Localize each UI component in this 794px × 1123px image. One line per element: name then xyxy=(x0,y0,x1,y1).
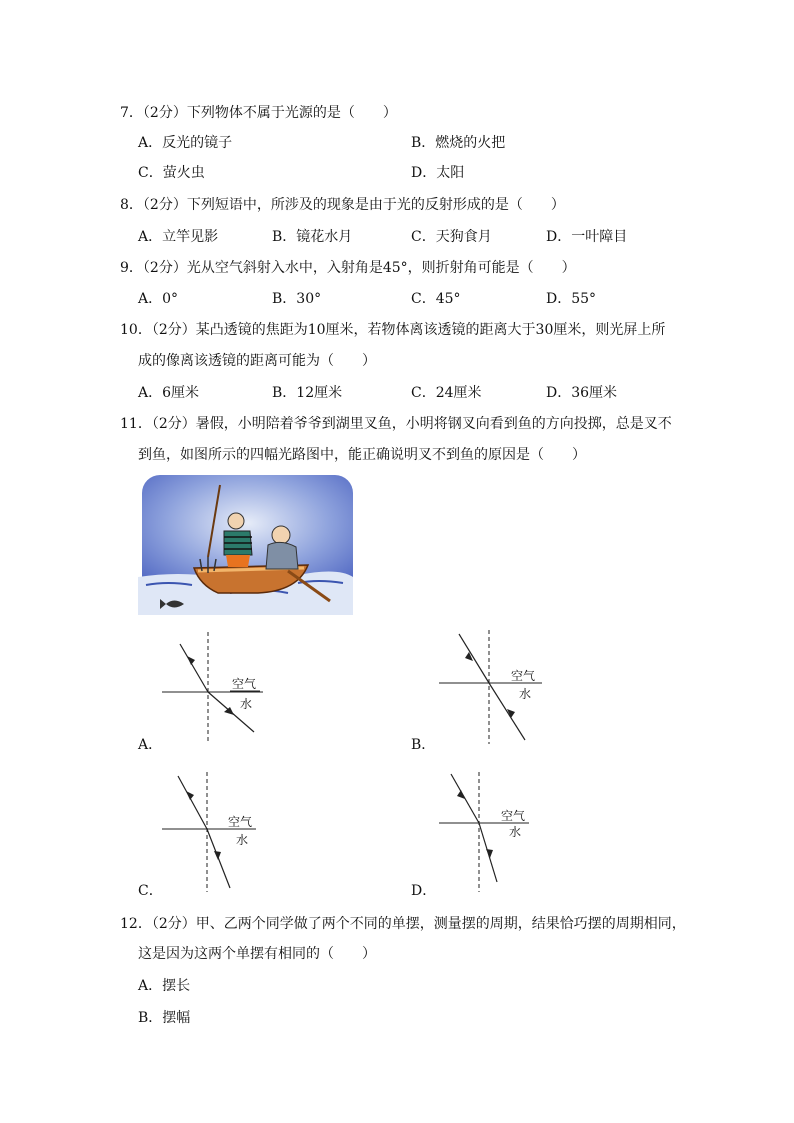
water-label: 水 xyxy=(519,687,532,701)
q9-option-c[interactable]: C．45° xyxy=(411,291,461,307)
light-path-diagram-d[interactable] xyxy=(437,770,547,894)
q9-stem: 9．（2分）光从空气斜射入水中，入射角是45°，则折射角可能是（ ） xyxy=(120,260,576,276)
q8-option-c[interactable]: C．天狗食月 xyxy=(411,229,492,245)
q7-option-b[interactable]: B．燃烧的火把 xyxy=(411,135,506,151)
q9-option-a[interactable]: A．0° xyxy=(138,291,179,307)
water-label: 水 xyxy=(509,825,522,839)
water-label: 水 xyxy=(236,833,249,847)
q7-stem: 7．（2分）下列物体不属于光源的是（ ） xyxy=(120,105,397,121)
q11-option-d[interactable]: D． xyxy=(411,883,437,899)
q9-option-b[interactable]: B．30° xyxy=(272,291,322,307)
q10-option-d[interactable]: D．36厘米 xyxy=(546,385,618,401)
q11-option-c[interactable]: C． xyxy=(138,883,163,899)
q9-option-d[interactable]: D．55° xyxy=(546,291,597,307)
q8-option-a[interactable]: A．立竿见影 xyxy=(138,229,219,245)
q8-option-d[interactable]: D．一叶障目 xyxy=(546,229,628,245)
q12-stem-line1: 12．（2分）甲、乙两个同学做了两个不同的单摆，测量摆的周期，结果恰巧摆的周期相同， xyxy=(120,916,686,932)
fishing-boat-illustration xyxy=(138,473,353,615)
q11-option-a[interactable]: A． xyxy=(138,737,163,753)
q10-option-b[interactable]: B．12厘米 xyxy=(272,385,343,401)
q7-option-a[interactable]: A．反光的镜子 xyxy=(138,135,233,151)
air-label: 空气 xyxy=(228,815,253,829)
q11-stem-line1: 11．（2分）暑假，小明陪着爷爷到湖里叉鱼，小明将钢叉向看到鱼的方向投掷，总是叉不 xyxy=(120,416,672,432)
light-path-diagram-c[interactable] xyxy=(160,770,270,894)
q10-stem-line2: 成的像离该透镜的距离可能为（ ） xyxy=(138,353,376,369)
q7-option-d[interactable]: D．太阳 xyxy=(411,165,465,181)
q12-option-a[interactable]: A．摆长 xyxy=(138,978,191,994)
q11-option-b[interactable]: B． xyxy=(411,737,436,753)
q10-option-c[interactable]: C．24厘米 xyxy=(411,385,482,401)
light-path-diagram-a[interactable] xyxy=(160,628,270,748)
air-label: 空气 xyxy=(501,809,526,823)
q10-stem-line1: 10．（2分）某凸透镜的焦距为10厘米，若物体离该透镜的距离大于30厘米，则光屏上所 xyxy=(120,322,666,338)
q12-option-b[interactable]: B．摆幅 xyxy=(138,1010,191,1026)
q8-option-b[interactable]: B．镜花水月 xyxy=(272,229,353,245)
water-label: 水 xyxy=(240,697,253,711)
q8-stem: 8．（2分）下列短语中，所涉及的现象是由于光的反射形成的是（ ） xyxy=(120,197,565,213)
light-path-diagram-b[interactable] xyxy=(437,628,547,748)
q7-option-c[interactable]: C．萤火虫 xyxy=(138,165,205,181)
air-label: 空气 xyxy=(232,677,257,691)
q10-option-a[interactable]: A．6厘米 xyxy=(138,385,200,401)
air-label: 空气 xyxy=(511,669,536,683)
q12-stem-line2: 这是因为这两个单摆有相同的（ ） xyxy=(138,946,376,962)
q11-stem-line2: 到鱼，如图所示的四幅光路图中，能正确说明叉不到鱼的原因是（ ） xyxy=(138,447,586,463)
